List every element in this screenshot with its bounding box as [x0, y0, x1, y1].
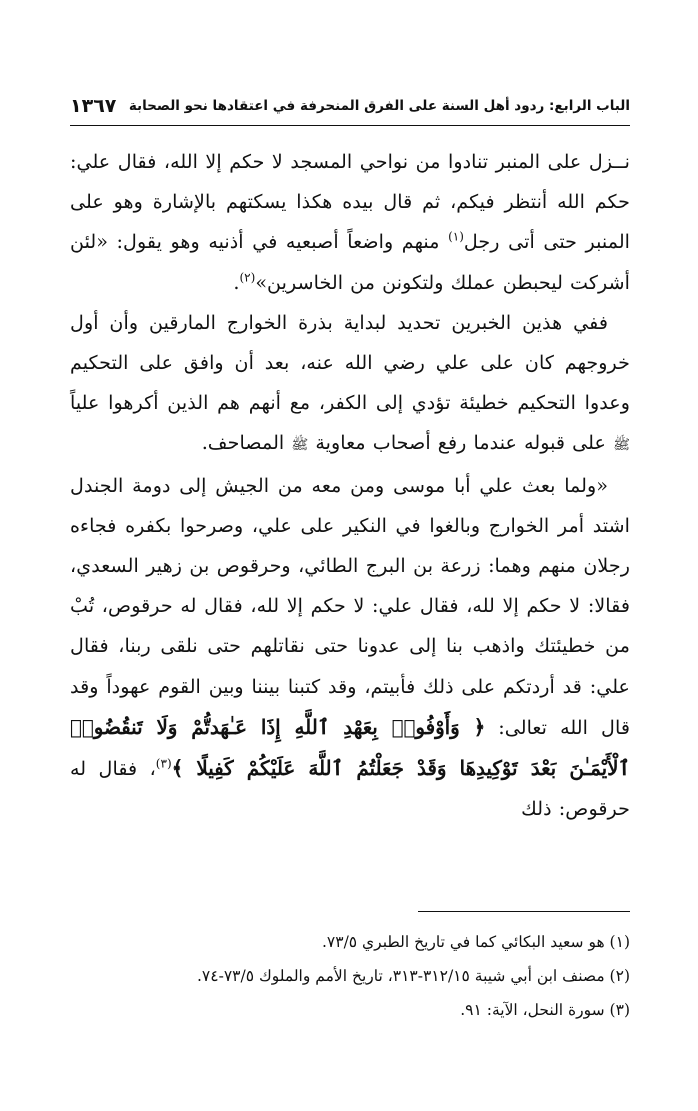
- main-text: [70, 142, 630, 829]
- page-number: ١٣٦٧: [70, 95, 117, 117]
- footnote-3: (٣) سورة النحل، الآية: ٩١.: [460, 1001, 630, 1019]
- paragraph-1-text-c: .: [233, 270, 240, 294]
- paragraph-2-text-a: ففي هذين الخبرين تحديد لبداية بذرة الخوارج المارقين وأن أول خروجهم كان على علي رضي الله عنه، بعد أن وافق على التحكيم وعدوا التحكيم خطيئة تؤدي إلى الكفر، مع أنهم هم الذين أكرهوا علياً: [70, 310, 630, 415]
- chapter-title: الباب الرابع: ردود أهل السنة على الفرق المنحرفة في اعتقادها نحو الصحابة: [128, 98, 630, 114]
- honorific-symbol: ﷺ: [613, 437, 630, 454]
- footnote-1: (١) هو سعيد البكائي كما في تاريخ الطبري ٧٣/٥.: [321, 933, 630, 951]
- paragraph-2-text-c: المصاحف.: [201, 431, 292, 455]
- paragraph-3-text-a: «ولما بعث علي أبا موسى ومن معه من الجيش إلى دومة الجندل اشتد أمر الخوارج وبالغوا في النكير على علي، وصرحوا بكفره فجاءه رجلان منهم وهما: زرعة بن البرج الطائي، وحرقوص بن زهير السعدي، فقالا: لا حكم إلا لله، فقال علي: لا حكم إلا لله، فقال له حرقوص، تُبْ من خطيئتك واذهب بنا إلى عدونا حتى نقاتلهم حتى نلقى ربنا، فقال علي: قد أردتكم على ذلك فأبيتم، وقد كتبنا بيننا وبين القوم عهوداً وقد قال الله تعالى:: [70, 473, 631, 739]
- footnotes: [70, 925, 630, 1027]
- paragraph-1: [70, 142, 630, 303]
- paragraph-3-text-b: ، فقال له حرقوص: ذلك: [70, 757, 630, 821]
- footnote-separator: [418, 911, 630, 912]
- paragraph-2: [70, 303, 630, 466]
- paragraph-2-text-b: على قبوله عندما رفع أصحاب معاوية: [308, 431, 614, 455]
- footnote-2: (٢) مصنف ابن أبي شيبة ٣١٢/١٥-٣١٣، تاريخ الأمم والملوك ٧٣/٥-٧٤.: [196, 967, 630, 985]
- paragraph-1-text-a: نــزل على المنبر تنادوا من نواحي المسجد لا حكم إلا الله، فقال علي: حكم الله أنتظر فيكم، ثم قال بيده هكذا يسكتهم بالإشارة وهو على المنبر حتى أتى رجل: [70, 150, 630, 254]
- paragraph-3: [70, 466, 630, 830]
- running-header: [70, 93, 630, 119]
- footnote-ref-3[interactable]: (٣): [155, 756, 172, 771]
- footnote-ref-2[interactable]: (٢): [239, 270, 256, 285]
- footnote-ref-1[interactable]: (١): [448, 230, 464, 245]
- book-page: [70, 0, 630, 1111]
- paragraph-1-text-b: منهم واضعاً أصبعيه في أذنيه وهو يقول: «لئن أشركت ليحبطن عملك ولتكونن من الخاسرين»: [70, 230, 630, 294]
- quran-verse: ﴿ وَأَوْفُوا۟ بِعَهْدِ ٱللَّهِ إِذَا عَـٰهَدتُّمْ وَلَا تَنقُضُوا۟ ٱلْأَيْمَـٰنَ بَعْدَ تَوْكِيدِهَا وَقَدْ جَعَلْتُمُ ٱللَّهَ عَلَيْكُمْ كَفِيلًا ﴾: [70, 714, 630, 781]
- header-rule: [70, 125, 630, 126]
- honorific-symbol: ﷺ: [291, 437, 309, 454]
